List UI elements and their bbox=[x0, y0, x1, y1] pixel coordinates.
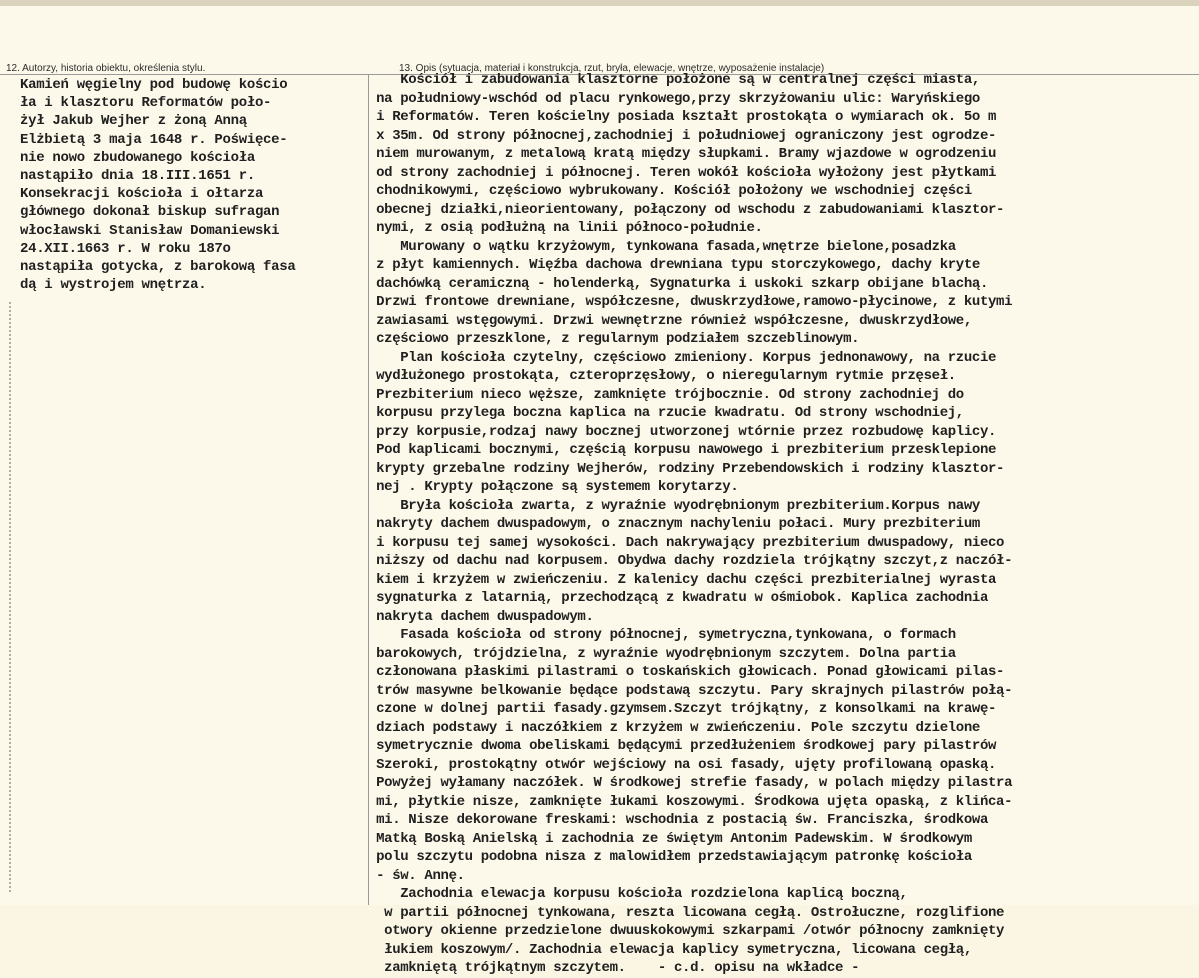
section-12-heading: 12. Autorzy, historia obiektu, określenia stylu. bbox=[6, 63, 206, 74]
history-line: nastąpiła gotycka, z barokową fasa bbox=[20, 259, 296, 276]
section-13-heading: 13. Opis (sytuacja, materiał i konstrukcja, rzut, bryła, elewacje, wnętrze, wyposażenie instalacje) bbox=[399, 63, 825, 74]
paper-top-edge bbox=[0, 0, 1199, 6]
description-line: od strony zachodniej i północnej. Teren wokół kościoła wyłożony jest płytkami bbox=[360, 164, 997, 181]
description-line: obecnej działki,nieorientowany, połączony od wschodu z zabudowaniami klasztor- bbox=[360, 201, 1005, 218]
description-line: w partii północnej tynkowana, reszta licowana cegłą. Ostrołuczne, rozglifione bbox=[360, 904, 1005, 921]
description-line: Murowany o wątku krzyżowym, tynkowana fasada,wnętrze bielone,posadzka bbox=[360, 238, 956, 255]
description-line: kiem i krzyżem w zwieńczeniu. Z kalenicy dachu części prezbiterialnej wyrasta bbox=[360, 571, 997, 588]
description-line: mi. Nisze dekorowane freskami: wschodnia z postacią św. Franciszka, środkowa bbox=[360, 812, 989, 828]
history-line: nie nowo zbudowanego kościoła bbox=[20, 149, 255, 166]
description-line: - św. Annę. bbox=[360, 867, 465, 884]
description-line: czone w dolnej partii fasady.gzymsem.Szczyt trójkątny, z konsolkami na krawę- bbox=[360, 701, 997, 717]
description-line: Szeroki, prostokątny otwór wejściowy na osi fasady, ujęty profilowaną opaską. bbox=[360, 756, 997, 773]
description-line: zamkniętą trójkątnym szczytem. - c.d. opisu na wkładce - bbox=[360, 960, 860, 976]
history-line: dą i wystrojem wnętrza. bbox=[20, 277, 207, 294]
description-line: i korpusu tej samej wysokości. Dach nakrywający prezbiterium dwuspadowy, nieco bbox=[360, 534, 1005, 551]
history-line: ła i klasztoru Reformatów poło- bbox=[20, 95, 272, 112]
description-line: Fasada kościoła od strony północnej, symetryczna,tynkowana, o formach bbox=[360, 627, 956, 643]
description-line: Pod kaplicami bocznymi, częścią korpusu nawowego i prezbiterium przesklepione bbox=[360, 442, 997, 458]
description-line: wydłużonego prostokąta, czteroprzęsłowy, o nieregularnym rytmie przęseł. bbox=[360, 368, 956, 384]
description-line: niższy od dachu nad korpusem. Obydwa dachy rozdziela trójkątny szczyt,z naczół- bbox=[360, 553, 1013, 569]
margin-dots bbox=[9, 302, 14, 892]
description-line: zawiasami wstęgowymi. Drzwi wewnętrzne również współczesne, dwuskrzydłowe, bbox=[360, 312, 972, 329]
description-line: przy korpusie,rodzaj nawy bocznej utworzonej wtórnie przez rozbudowę kaplicy. bbox=[360, 423, 997, 440]
description-line: korpusu przylega boczna kaplica na rzucie kwadratu. Od strony wschodniej, bbox=[360, 405, 964, 421]
description-line: niem murowanym, z metalową kratą między słupkami. Bramy wjazdowe w ogrodzeniu bbox=[360, 146, 997, 162]
description-line: otwory okienne przedzielone dwuuskokowymi szkarpami /otwór północny zamknięty bbox=[360, 923, 1005, 939]
description-line: nymi, z osią podłużną na linii północo-południe. bbox=[360, 220, 763, 236]
description-line: trów masywne belkowanie będące podstawą szczytu. Pary skrajnych pilastrów połą- bbox=[360, 682, 1013, 699]
description-line: Prezbiterium nieco węższe, zamknięte trójbocznie. Od strony zachodniej do bbox=[360, 386, 964, 403]
description-line: Drzwi frontowe drewniane, współczesne, dwuskrzydłowe,ramowo-płycinowe, z kutymi bbox=[360, 294, 1013, 310]
description-column bbox=[360, 71, 1195, 978]
history-line: 24.XII.1663 r. W roku 187o bbox=[20, 240, 231, 257]
description-line: nej . Krypty połączone są systemem korytarzy. bbox=[360, 479, 739, 495]
description-line: częściowo przeszklone, z regularnym podziałem szczeblinowym. bbox=[360, 331, 860, 347]
description-line: Bryła kościoła zwarta, z wyraźnie wyodrębnionym prezbiterium.Korpus nawy bbox=[360, 497, 980, 514]
description-line: sygnaturka z latarnią, przechodzącą z kwadratu w ośmiobok. Kaplica zachodnia bbox=[360, 590, 989, 606]
history-line: głównego dokonał biskup sufragan bbox=[20, 204, 280, 221]
description-line: z płyt kamiennych. Więźba dachowa drewniana typu storczykowego, dachy kryte bbox=[360, 257, 980, 273]
history-column bbox=[20, 76, 370, 294]
history-line: Kamień węgielny pod budowę kościo bbox=[20, 77, 288, 93]
description-line: Powyżej wyłamany naczółek. W środkowej strefie fasady, w polach między pilastra bbox=[360, 775, 1013, 791]
description-line: dachówką ceramiczną - holenderką, Sygnaturka i uskoki szkarp obijane blachą. bbox=[360, 275, 989, 292]
description-line: Plan kościoła czytelny, częściowo zmieniony. Korpus jednonawowy, na rzucie bbox=[360, 349, 997, 366]
description-line: członowana płaskimi pilastrami o toskańskich głowicach. Ponad głowicami pilas- bbox=[360, 664, 1005, 680]
description-line: krypty grzebalne rodziny Wejherów, rodziny Przebendowskich i rodziny klasztor- bbox=[360, 460, 1005, 477]
description-line: x 35m. Od strony północnej,zachodniej i południowej ograniczony jest ogrodze- bbox=[360, 127, 997, 144]
description-line: nakryty dachem dwuspadowym, o znacznym nachyleniu połaci. Mury prezbiterium bbox=[360, 516, 980, 532]
description-line: Zachodnia elewacja korpusu kościoła rozdzielona kaplicą boczną, bbox=[360, 886, 908, 902]
description-line: chodnikowymi, częściowo wybrukowany. Kościół położony we wschodniej części bbox=[360, 183, 972, 199]
history-line: nastąpiło dnia 18.III.1651 r. bbox=[20, 168, 255, 185]
description-line: łukiem koszowym/. Zachodnia elewacja kaplicy symetryczna, licowana cegłą, bbox=[360, 941, 972, 958]
description-line: barokowych, trójdzielna, z wyraźnie wyodrębnionym szczytem. Dolna partia bbox=[360, 645, 956, 662]
history-line: żył Jakub Wejher z żoną Anną bbox=[20, 113, 247, 130]
description-line: Matką Boską Anielską i zachodnia ze świętym Antonim Padewskim. W środkowym bbox=[360, 830, 972, 847]
description-line: na południowy-wschód od placu rynkowego,przy skrzyżowaniu ulic: Waryńskiego bbox=[360, 90, 980, 107]
history-line: Elżbietą 3 maja 1648 r. Poświęce- bbox=[20, 131, 288, 148]
description-line: i Reformatów. Teren kościelny posiada kształt prostokąta o wymiarach ok. 5o m bbox=[360, 109, 997, 125]
description-line: mi, płytkie nisze, zamknięte łukami koszowymi. Środkowa ujęta opaską, z klińca- bbox=[360, 793, 1013, 810]
description-line: polu szczytu podobna nisza z malowidłem przedstawiającym patronkę kościoła bbox=[360, 849, 972, 865]
description-line: nakryta dachem dwuspadowym. bbox=[360, 608, 594, 625]
description-line: symetrycznie dwoma obeliskami będącymi przedłużeniem środkowej pary pilastrów bbox=[360, 738, 997, 754]
history-line: Konsekracji kościoła i ołtarza bbox=[20, 186, 264, 203]
history-line: włocławski Stanisław Domaniewski bbox=[20, 222, 280, 239]
description-line: Kościół i zabudowania klasztorne położone są w centralnej części miasta, bbox=[360, 72, 980, 88]
description-line: dziach podstawy i naczółkiem z krzyżem w zwieńczeniu. Pole szczytu dzielone bbox=[360, 719, 980, 736]
